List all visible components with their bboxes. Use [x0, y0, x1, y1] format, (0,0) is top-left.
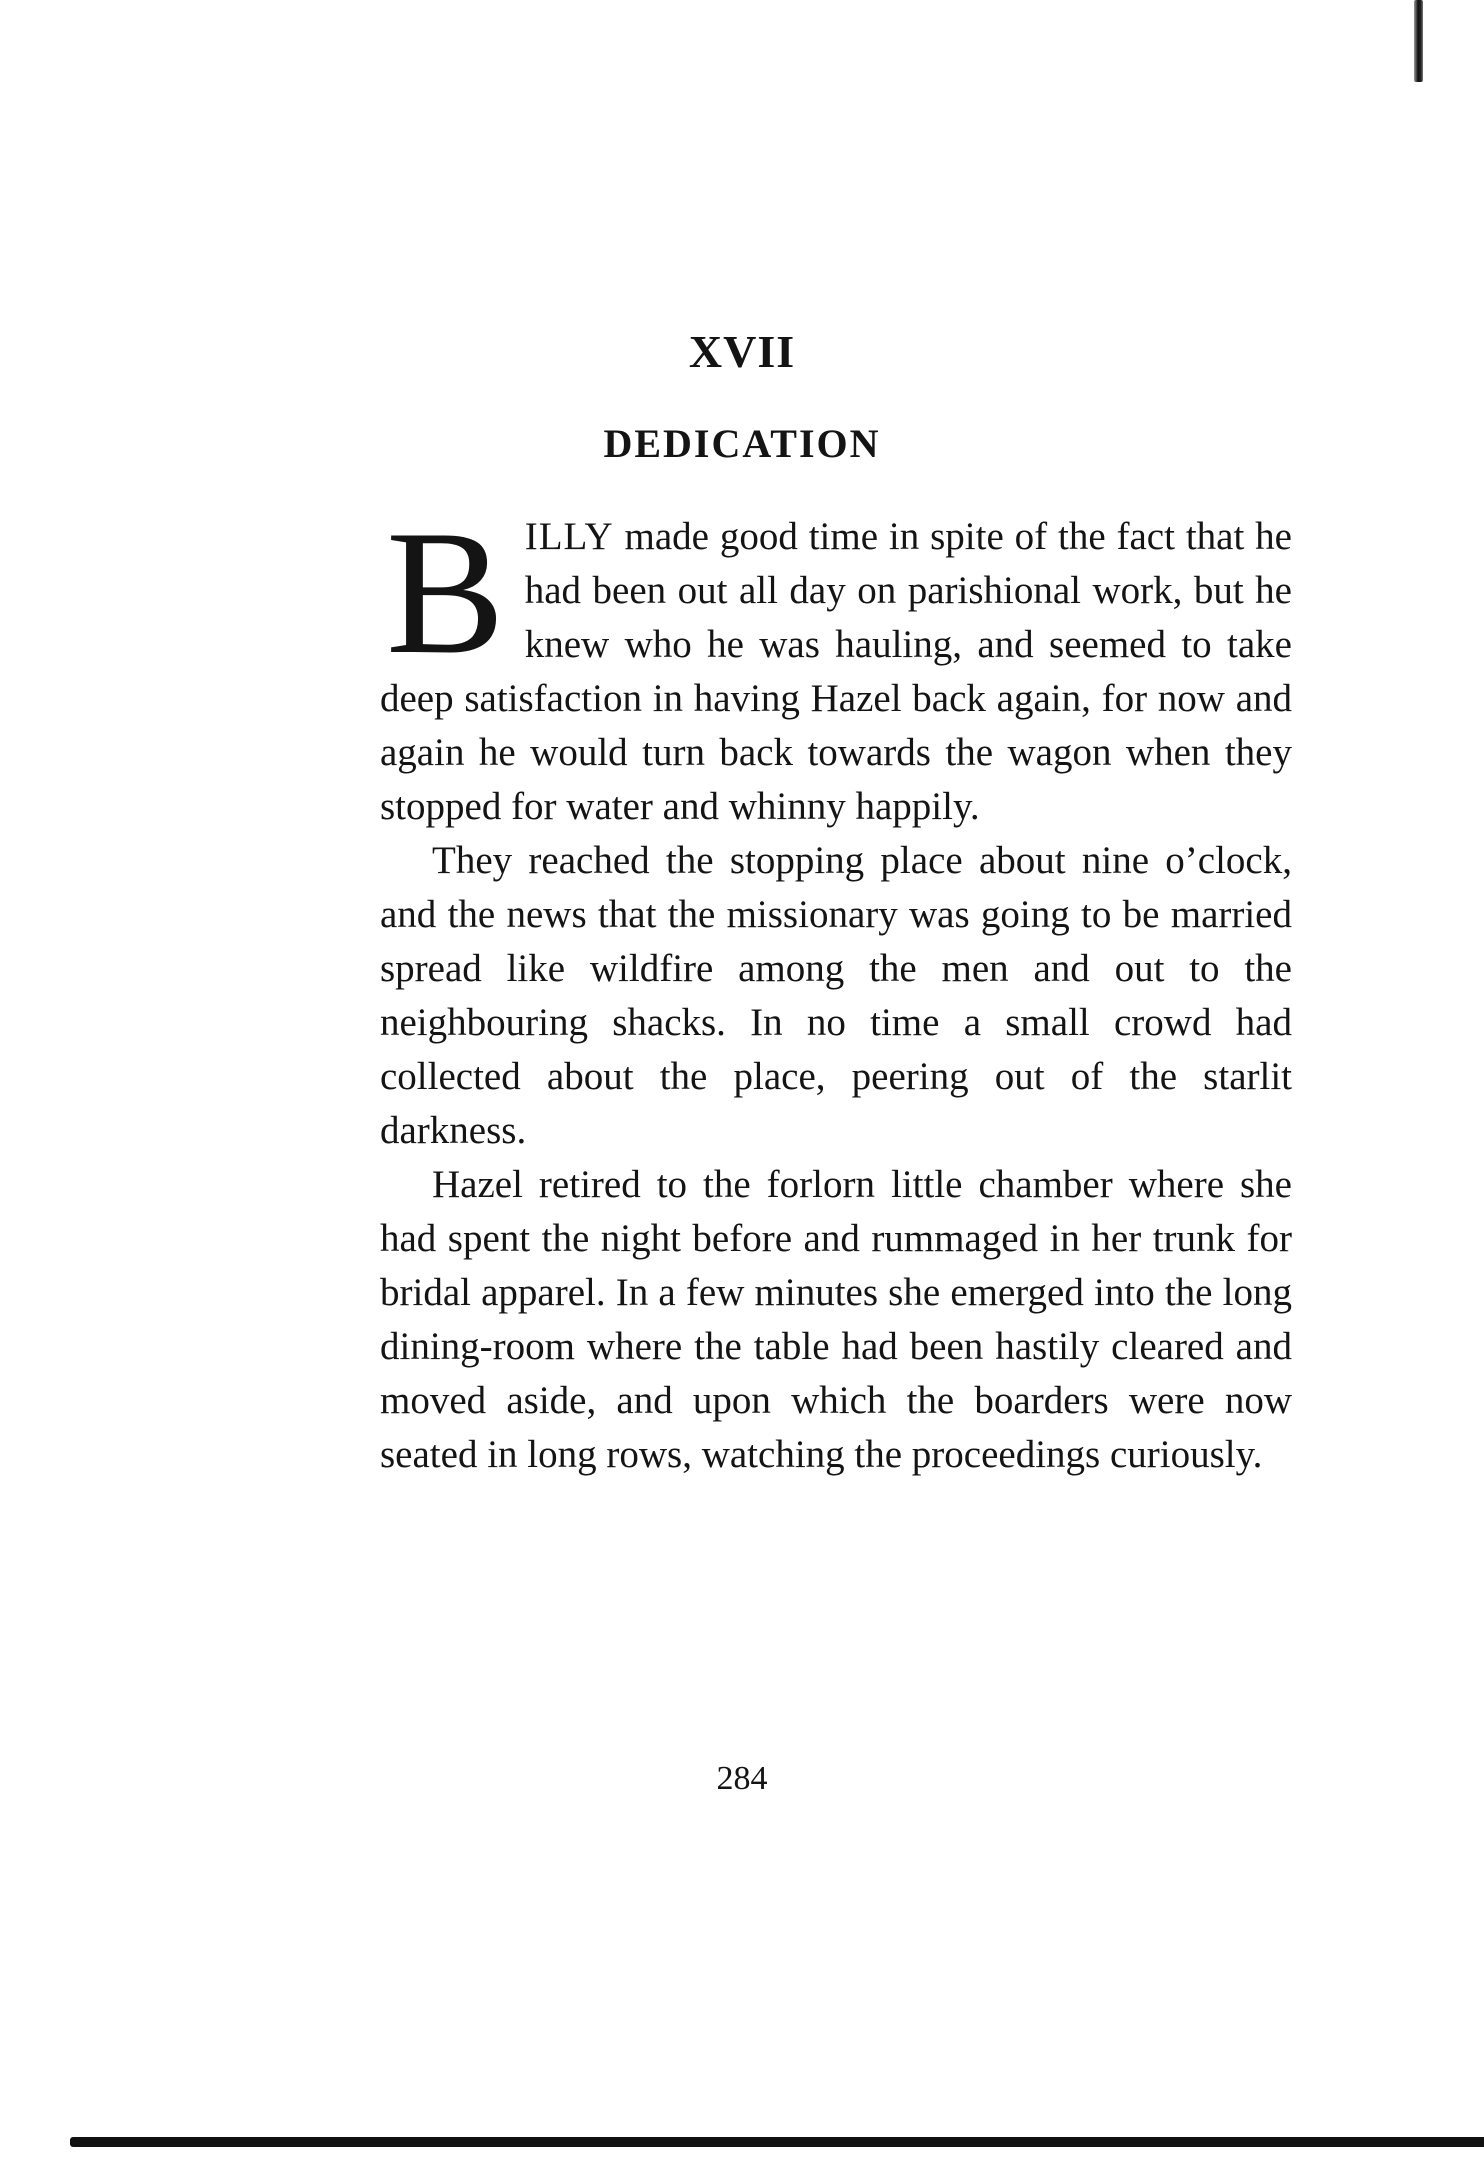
paragraph-2: They reached the stopping place about nine o’clock, and the news that the missionary was going to be married spread like wildfire among the men and out to the neighbouring shacks. In no time a small crowd had collected about the place, peering out of the starlit darkness. — [380, 839, 1292, 1152]
page-edge-mark — [1414, 0, 1423, 82]
body-text — [380, 493, 1292, 1482]
bottom-rule — [70, 2137, 1484, 2147]
chapter-title: DEDICATION — [603, 421, 881, 466]
paragraph-3: Hazel retired to the forlorn little chamber where she had spent the night before and rummaged in her trunk for bridal apparel. In a few minutes she emerged into the long dining-room where the table had been hastily cleared and moved aside, and upon which the boarders were now seated in long rows, watching the proceedings curiously. — [380, 1163, 1292, 1476]
paragraph-1-lead: ILLY — [524, 515, 614, 558]
page-number: 284 — [716, 1760, 768, 1797]
paragraph-1-text: made good time in spite of the fact that he had been out all day on parishional work, but he knew who he was hauling, and seemed to take deep satisfaction in having Hazel back again, for now and again he would turn back towards the wagon when they stopped for water and whinny happily. — [380, 515, 1292, 828]
drop-cap: B — [386, 493, 505, 691]
paragraph-1 — [380, 493, 1292, 834]
chapter-number: XVII — [688, 326, 796, 377]
